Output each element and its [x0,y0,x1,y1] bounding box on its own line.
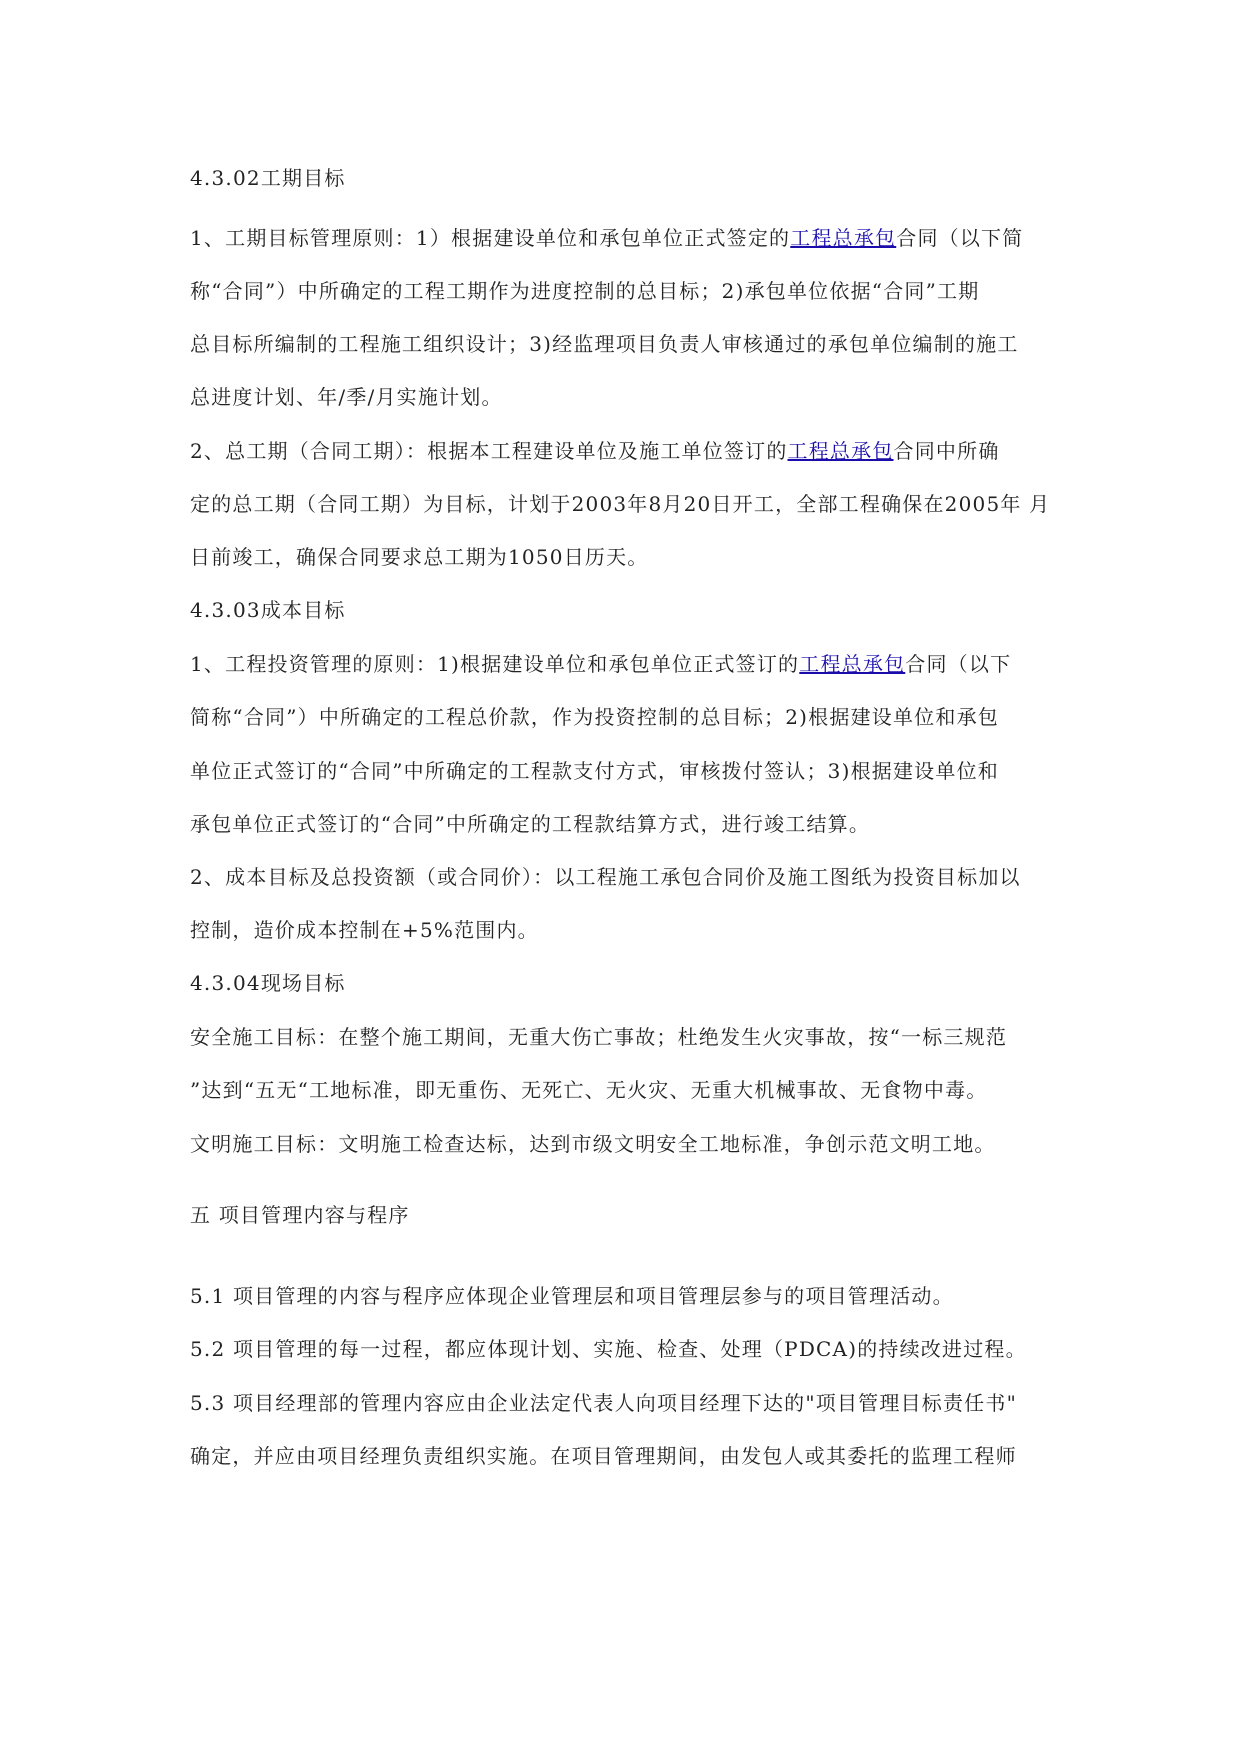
para1-line1 [190,224,1023,252]
item-5-2: 5.2 项目管理的每一过程，都应体现计划、实施、检查、处理（PDCA)的持续改进过程。 [190,1337,1027,1361]
para3-line4: 承包单位正式签订的“合同”中所确定的工程款结算方式，进行竣工结算。 [190,812,871,836]
para1-text-b: 合同（以下简 [896,226,1024,250]
para3-line2: 简称“合同”）中所确定的工程总价款，作为投资控制的总目标；2)根据建设单位和承包 [190,705,999,729]
para4-line1: 2、成本目标及总投资额（或合同价）：以工程施工承包合同价及施工图纸为投资目标加以 [190,865,1021,889]
project-contract-link[interactable]: 工程总承包 [799,652,906,676]
project-contract-link[interactable]: 工程总承包 [790,226,897,250]
para1-line4: 总进度计划、年/季/月实施计划。 [190,385,503,409]
para2-text-a: 2、总工期（合同工期）：根据本工程建设单位及施工单位签订的 [190,439,788,463]
para3-text-b: 合同（以下 [905,652,1012,676]
para2-line2: 定的总工期（合同工期）为目标，计划于2003年8月20日开工，全部工程确保在2005年 月 [190,492,1051,516]
para3-text-a: 1、工程投资管理的原则：1)根据建设单位和承包单位正式签订的 [190,652,800,676]
item-5-1: 5.1 项目管理的内容与程序应体现企业管理层和项目管理层参与的项目管理活动。 [190,1284,954,1308]
para2-line3: 日前竣工，确保合同要求总工期为1050日历天。 [190,545,649,569]
item-5-3-line2: 确定，并应由项目经理负责组织实施。在项目管理期间，由发包人或其委托的监理工程师 [190,1444,1017,1468]
para1-line2: 称“合同”）中所确定的工程工期作为进度控制的总目标；2)承包单位依据“合同”工期 [190,279,980,303]
para1-text-a: 1、工期目标管理原则：1）根据建设单位和承包单位正式签定的 [190,226,791,250]
chapter5-heading: 五 项目管理内容与程序 [190,1203,410,1227]
para6: 文明施工目标：文明施工检查达标，达到市级文明安全工地标准，争创示范文明工地。 [190,1132,996,1156]
section-heading-432: 4.3.02工期目标 [190,166,346,190]
project-contract-link[interactable]: 工程总承包 [787,439,894,463]
para2-line1 [190,437,1000,465]
para3-line3: 单位正式签订的“合同”中所确定的工程款支付方式，审核拨付签认；3)根据建设单位和 [190,759,999,783]
section-heading-433: 4.3.03成本目标 [190,598,346,622]
para3-line1 [190,650,1011,678]
section-heading-434: 4.3.04现场目标 [190,971,346,995]
para1-line3: 总目标所编制的工程施工组织设计；3)经监理项目负责人审核通过的承包单位编制的施工 [190,332,1019,356]
para2-text-b: 合同中所确 [893,439,1000,463]
para5-line2: ”达到“五无“工地标准，即无重伤、无死亡、无火灾、无重大机械事故、无食物中毒。 [190,1078,988,1102]
para4-line2: 控制，造价成本控制在+5%范围内。 [190,918,539,942]
para5-line1: 安全施工目标：在整个施工期间，无重大伤亡事故；杜绝发生火灾事故，按“一标三规范 [190,1025,1008,1049]
item-5-3-line1: 5.3 项目经理部的管理内容应由企业法定代表人向项目经理下达的"项目管理目标责任书" [190,1391,1017,1415]
